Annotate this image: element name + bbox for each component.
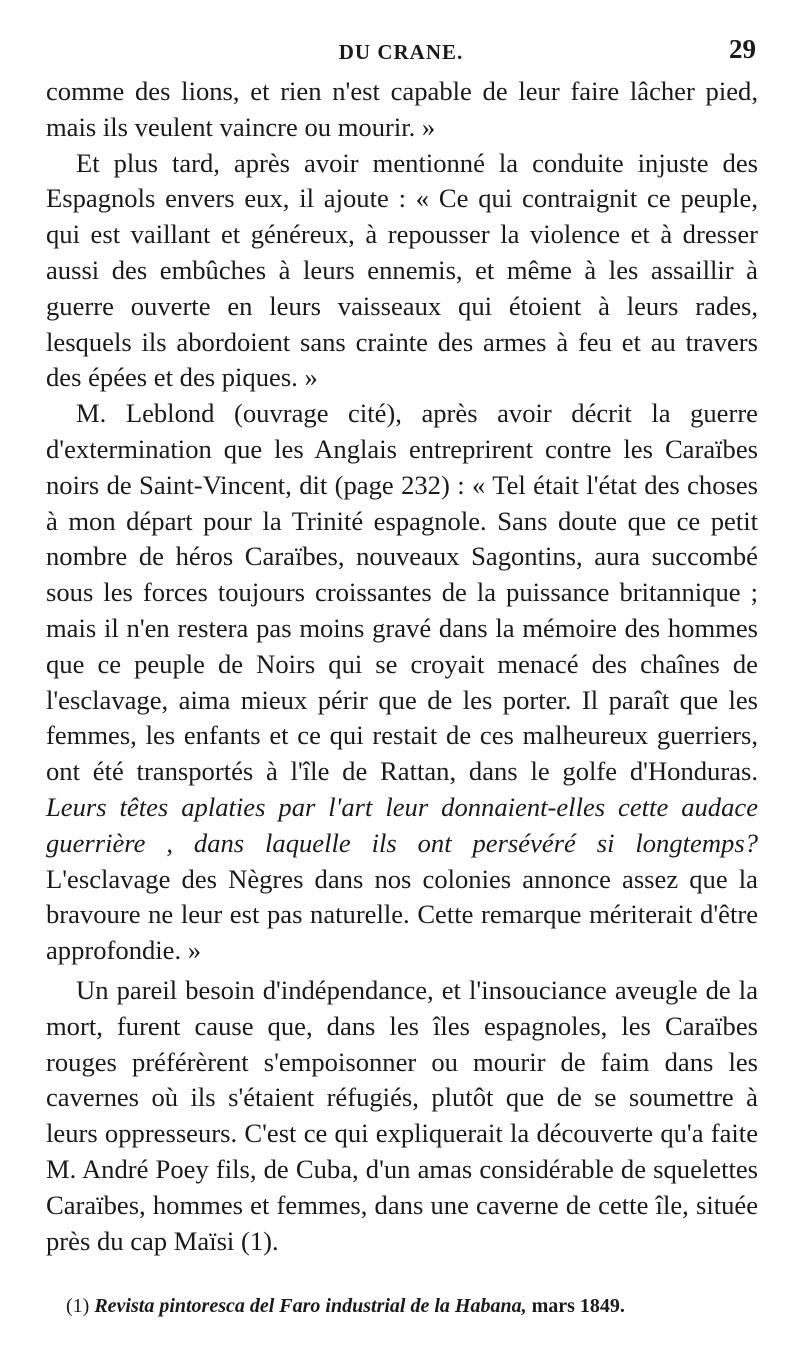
footnote-source: Revista pintoresca del Faro industrial de la Habana, (94, 1295, 527, 1317)
running-title: DU CRANE. (338, 40, 464, 64)
page-header (46, 34, 756, 74)
footnote-date: mars 1849. (531, 1295, 625, 1317)
page-number: 29 (729, 34, 756, 64)
paragraph-text: L'esclavage des Nègres dans nos colonies annonce assez que la bravoure ne leur est pas naturelle. Cette remarque mériterait d'être approfondie. » (46, 863, 758, 966)
italic-quote: Leurs têtes aplaties par l'art leur donnaient-elles cette audace guerrière , dans laquelle ils ont persévéré si longtemps? (46, 791, 758, 858)
footnote-marker: (1) (66, 1295, 90, 1317)
paragraph: Et plus tard, après avoir mentionné la conduite injuste des Espagnols envers eux, il ajoute : « Ce qui contraignit ce peuple, qui est vaillant et généreux, à repousser la violence et à dresser aussi des embûches à leurs ennemis, et même à les assaillir à guerre ouverte en leurs vaisseaux qui étoient à leurs rades, lesquels ils abordoient sans crainte des armes à feu et au travers des épées et des piques. » (46, 147, 758, 393)
paragraph-quote-leblond (46, 396, 758, 969)
footnote (66, 1293, 756, 1319)
body-text (46, 74, 758, 1259)
paragraph-continued: comme des lions, et rien n'est capable de leur faire lâcher pied, mais ils veulent vaincre ou mourir. » (46, 76, 758, 142)
paragraph: Un pareil besoin d'indépendance, et l'insouciance aveugle de la mort, furent cause que, dans les îles espagnoles, les Caraïbes rouges préférèrent s'empoisonner ou mourir de faim dans les cavernes où ils s'étaient réfugiés, plutôt que de se soumettre à leurs oppresseurs. C'est ce qui expliquerait la découverte qu'a faite M. André Poey fils, de Cuba, d'un amas considérable de squelettes Caraïbes, hommes et femmes, dans une caverne de cette île, située près du cap Maïsi (1). (46, 974, 758, 1256)
paragraph-text: M. Leblond (ouvrage cité), après avoir décrit la guerre d'extermination que les Anglais entreprirent contre les Caraïbes noirs de Saint-Vincent, dit (page 232) : « Tel était l'état des choses à mon départ pour la Trinité espagnole. Sans doute que ce petit nombre de héros Caraïbes, nouveaux Sagontins, aura succombé sous les forces toujours croissantes de la puissance britannique ; mais il n'en restera pas moins gravé dans la mémoire des hommes que ce peuple de Noirs qui se croyait menacé des chaînes de l'esclavage, aima mieux périr que de les porter. Il paraît que les femmes, les enfants et ce qui restait de ces malheureux guerriers, ont été transportés à l'île de Rattan, dans le golfe d'Honduras. (46, 398, 758, 787)
